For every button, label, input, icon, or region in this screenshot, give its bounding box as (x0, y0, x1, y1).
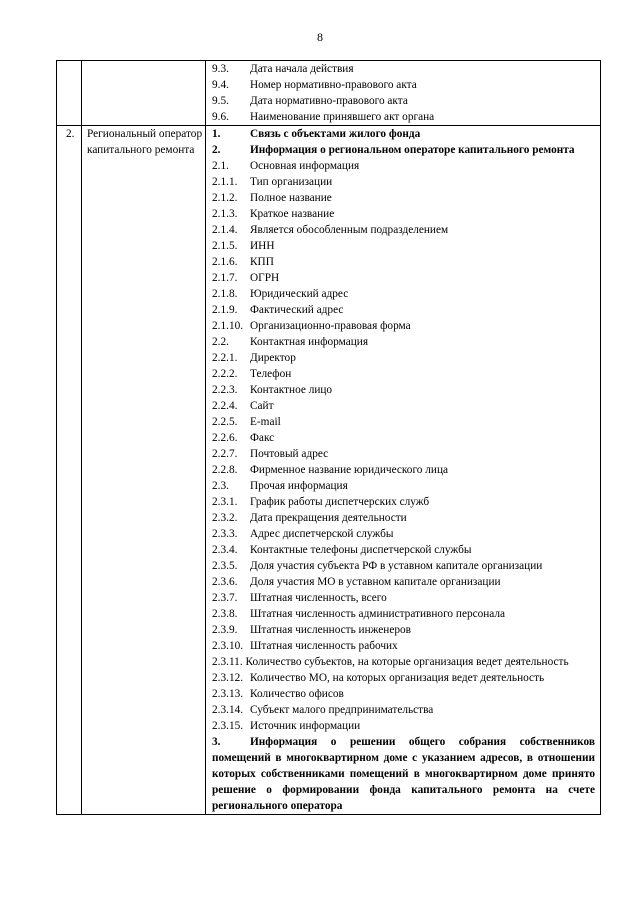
list-item: 2.3.5. Доля участия субъекта РФ в уставном капитале организации (212, 560, 543, 572)
list-item: 2.3.10. Штатная численность рабочих (212, 640, 398, 652)
section-heading: 3. Информация о решении общего собрания собственников помещений в многоквартирном доме с указанием адресов, в отношении которых собственниками помещений в многоквартирном доме принято решение о формировании фонда капитального ремонта на счете регионального оператора (212, 736, 595, 812)
table-row-continuation (57, 61, 601, 126)
list-item: 2.3.4. Контактные телефоны диспетчерской службы (212, 544, 472, 556)
list-item: 2.1.10. Организационно-правовая форма (212, 320, 411, 332)
list-item: 2.3.12. Количество МО, на которых организация ведет деятельность (212, 672, 545, 684)
list-item: 2.2.4. Сайт (212, 400, 274, 412)
list-item: 2.2.2. Телефон (212, 368, 292, 380)
list-item: 2.1. Основная информация (212, 160, 360, 172)
row-number-cell: 2. (57, 126, 82, 815)
list-item: 2.2.1. Директор (212, 352, 296, 364)
list-item: 2.2.8. Фирменное название юридического лица (212, 464, 449, 476)
list-item: 9.4. Номер нормативно-правового акта (212, 79, 417, 91)
list-item: 2.2.7. Почтовый адрес (212, 448, 329, 460)
list-item: 2.1.2. Полное название (212, 192, 332, 204)
list-item: 2.1.5. ИНН (212, 240, 275, 252)
row-name-cell (82, 61, 206, 126)
list-item: 2.3.1. График работы диспетчерских служб (212, 496, 430, 508)
list-item: 2.3.9. Штатная численность инженеров (212, 624, 412, 636)
section-heading: 2. Информация о региональном операторе капитального ремонта (212, 144, 575, 156)
list-item: 2.1.7. ОГРН (212, 272, 280, 284)
row-content-cell (206, 61, 601, 126)
list-item: 2.3.11. Количество субъектов, на которые организация ведет деятельность (212, 656, 569, 668)
section-heading: 1. Связь с объектами жилого фонда (212, 128, 421, 140)
list-item: 2.3. Прочая информация (212, 480, 348, 492)
list-item: 2.1.4. Является обособленным подразделением (212, 224, 449, 236)
list-item: 9.6. Наименование принявшего акт органа (212, 111, 435, 123)
list-item: 9.3. Дата начала действия (212, 63, 354, 75)
list-item: 2.1.9. Фактический адрес (212, 304, 344, 316)
list-item: 2.1.8. Юридический адрес (212, 288, 349, 300)
page-number: 8 (317, 30, 323, 44)
list-item: 2.2.5. E-mail (212, 416, 281, 428)
list-item: 2.1.1. Тип организации (212, 176, 333, 188)
row-content-cell (206, 126, 601, 815)
row-number-cell (57, 61, 82, 126)
list-item: 2.3.3. Адрес диспетчерской службы (212, 528, 394, 540)
list-item: 2.3.13. Количество офисов (212, 688, 344, 700)
list-item: 2.1.6. КПП (212, 256, 274, 268)
list-item: 9.5. Дата нормативно-правового акта (212, 95, 408, 107)
list-item: 2.3.6. Доля участия МО в уставном капитале организации (212, 576, 501, 588)
list-item: 2.2. Контактная информация (212, 336, 369, 348)
list-item: 2.3.7. Штатная численность, всего (212, 592, 387, 604)
list-item: 2.1.3. Краткое название (212, 208, 335, 220)
list-item: 2.2.3. Контактное лицо (212, 384, 333, 396)
list-item: 2.3.14. Субъект малого предпринимательства (212, 704, 434, 716)
row-name-cell: Региональный оператор капитального ремонта (82, 126, 206, 815)
list-item: 2.3.15. Источник информации (212, 720, 361, 732)
list-item: 2.3.2. Дата прекращения деятельности (212, 512, 407, 524)
list-item: 2.2.6. Факс (212, 432, 275, 444)
data-table (56, 60, 601, 815)
list-item: 2.3.8. Штатная численность административного персонала (212, 608, 506, 620)
table-row-regional-operator (57, 126, 601, 815)
